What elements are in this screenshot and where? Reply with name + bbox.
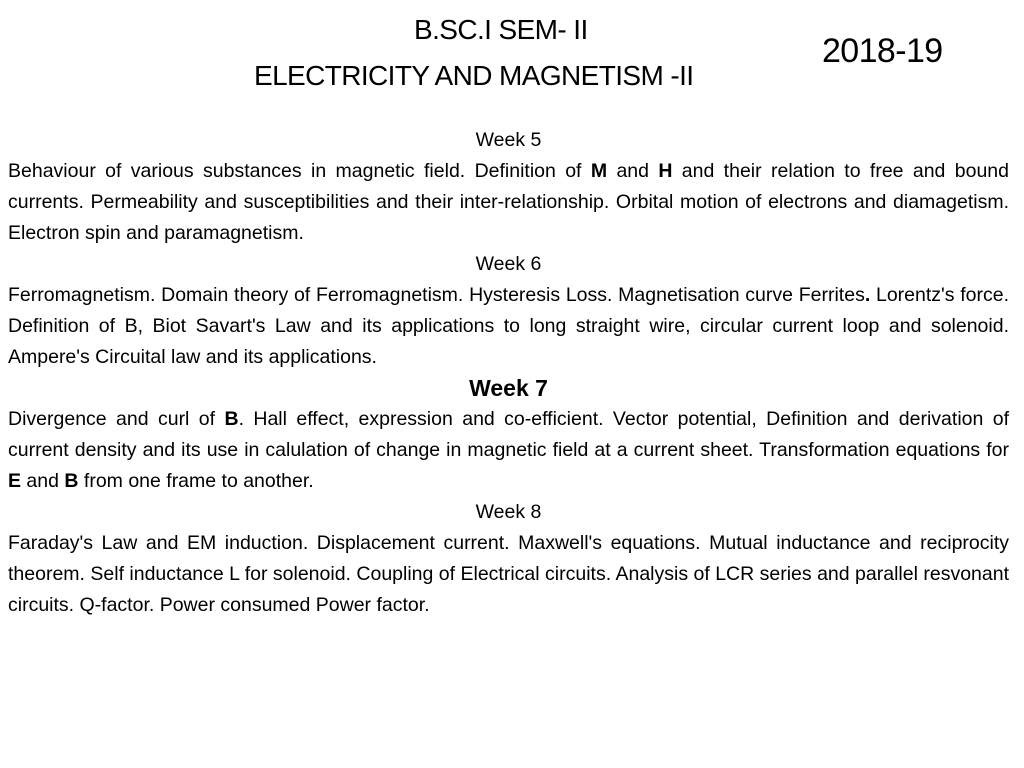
bold-term: B <box>64 470 79 492</box>
bold-term: . <box>864 284 871 306</box>
week-section <box>8 125 1009 249</box>
bold-term: H <box>658 160 673 182</box>
text-segment: and their relation to free and bound currents. Permeability and susceptibilities and their inter-relationship. Orbital motion of electrons and diamagetism. Electron spin and paramagnetism. <box>8 160 1009 244</box>
bold-term: B <box>224 408 239 430</box>
text-segment: Divergence and curl of <box>8 408 225 430</box>
text-segment: Lorentz's force. Definition of B, Biot Savart's Law and its applications to long straight wire, circular current loop and solenoid. Ampere's Circuital law and its applications. <box>8 284 1010 368</box>
text-segment: . Hall effect, expression and co-efficient. Vector potential, Definition and derivation of current density and its use in calulation of change in magnetic field at a current sheet. Transformation equations for <box>8 408 1010 461</box>
course-title: B.SC.I SEM- II <box>414 14 588 45</box>
week-heading: Week 5 <box>475 129 542 151</box>
subject-title: ELECTRICITY AND MAGNETISM -II <box>254 60 694 91</box>
week-heading: Week 7 <box>469 375 548 401</box>
text-segment: from one frame to another. <box>78 470 314 492</box>
text-segment: and <box>21 470 65 492</box>
academic-year: 2018-19 <box>822 32 943 70</box>
week-description <box>8 156 1009 249</box>
week-description <box>8 528 1009 621</box>
text-segment: and <box>607 160 659 182</box>
document-header <box>0 0 1024 110</box>
bold-term: E <box>8 470 22 492</box>
week-heading: Week 6 <box>475 253 542 275</box>
text-segment: Ferromagnetism. Domain theory of Ferromagnetism. Hysteresis Loss. Magnetisation curve Ferrites <box>8 284 865 306</box>
week-heading: Week 8 <box>475 501 542 523</box>
text-segment: Behaviour of various substances in magnetic field. Definition of <box>8 160 591 182</box>
week-section <box>8 249 1009 373</box>
bold-term: M <box>590 160 608 182</box>
text-segment: Faraday's Law and EM induction. Displacement current. Maxwell's equations. Mutual inductance and reciprocity theorem. Self inductance L for solenoid. Coupling of Electrical circuits. Analysis of LCR series and parallel resvonant circuits. Q-factor. Power consumed Power factor. <box>8 532 1009 616</box>
week-section <box>8 497 1009 621</box>
week-description <box>8 404 1009 497</box>
week-description <box>8 280 1009 373</box>
week-section <box>8 373 1009 497</box>
syllabus-content <box>8 125 1009 621</box>
